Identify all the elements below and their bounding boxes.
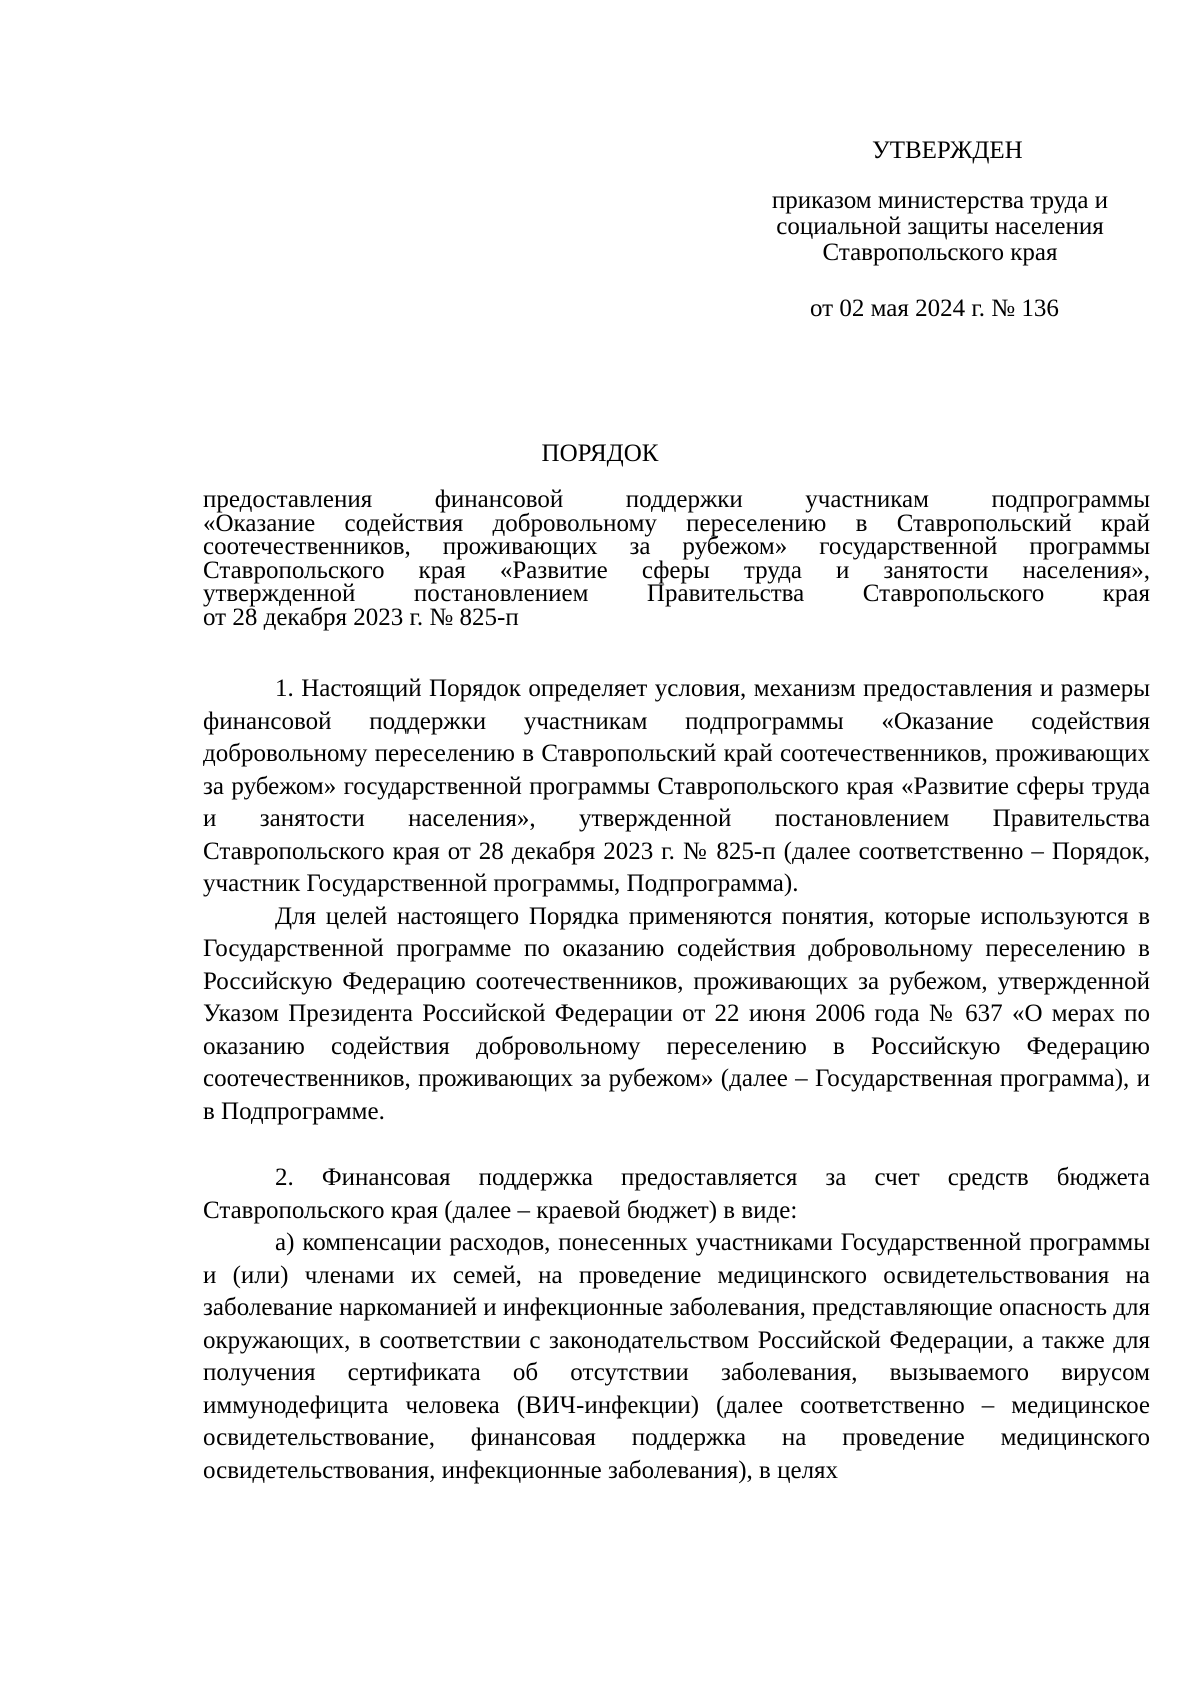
subtitle-line: соотечественников, проживающих за рубежом» государственной программы (203, 533, 1150, 560)
approval-org-line: Ставропольского края (822, 239, 1058, 266)
subtitle-line: от 28 декабря 2023 г. № 825-п (203, 603, 519, 631)
subtitle-line: предоставления финансовой поддержки участникам подпрограммы (203, 486, 1150, 513)
subtitle-line: Ставропольского края «Развитие сферы труда и занятости населения», (203, 556, 1150, 584)
approval-org-line: социальной защиты населения (776, 213, 1104, 240)
paragraph-1: 1. Настоящий Порядок определяет условия, механизм предоставления и размеры финансовой поддержки участникам подпрограммы «Оказание содействия добровольному переселению в Ставропольский край соотечественников, проживающих за рубежом» государственной программы Ставропольского края «Развитие сферы труда и занятости населения», утвержденной постановлением Правительства Ставропольского края от 28 декабря 2023 г. № 825-п (далее соответственно – Порядок, участник Государственной программы, Подпрограмма). (203, 675, 1150, 897)
document-subtitle (203, 488, 1150, 629)
approval-date: от 02 мая 2024 г. № 136 (810, 295, 1059, 322)
document-title: ПОРЯДОК (541, 440, 659, 467)
approval-org-line: приказом министерства труда и (771, 187, 1109, 214)
document-body (203, 673, 1150, 1487)
paragraph-3: 2. Финансовая поддержка предоставляется за счет средств бюджета Ставропольского края (далее – краевой бюджет) в виде: (203, 1164, 1150, 1224)
paragraph-2: Для целей настоящего Порядка применяются понятия, которые используются в Государственной программе по оказанию содействия добровольному переселению в Российскую Федерацию соотечественников, проживающих за рубежом, утвержденной Указом Президента Российской Федерации от 22 июня 2006 года № 637 «О мерах по оказанию содействия добровольному переселению в Российскую Федерацию соотечественников, проживающих за рубежом» (далее – Государственная программа), и в Подпрограмме. (203, 902, 1150, 1125)
subtitle-line: «Оказание содействия добровольному переселению в Ставропольский край (203, 509, 1150, 537)
approval-block (760, 138, 1190, 322)
subtitle-line: утвержденной постановлением Правительства Ставропольского края (203, 580, 1150, 607)
approval-heading: УТВЕРЖДЕН (872, 137, 1023, 164)
paragraph-4: а) компенсации расходов, понесенных участниками Государственной программы и (или) членами их семей, на проведение медицинского освидетельствования на заболевание наркоманией и инфекционные заболевания, представляющие опасность для окружающих, в соответствии с законодательством Российской Федерации, а также для получения сертификата об отсутствии заболевания, вызываемого вирусом иммунодефицита человека (ВИЧ-инфекции) (далее соответственно – медицинское освидетельствование, финансовая поддержка на проведение медицинского освидетельствования, инфекционные заболевания), в целях (203, 1229, 1150, 1484)
